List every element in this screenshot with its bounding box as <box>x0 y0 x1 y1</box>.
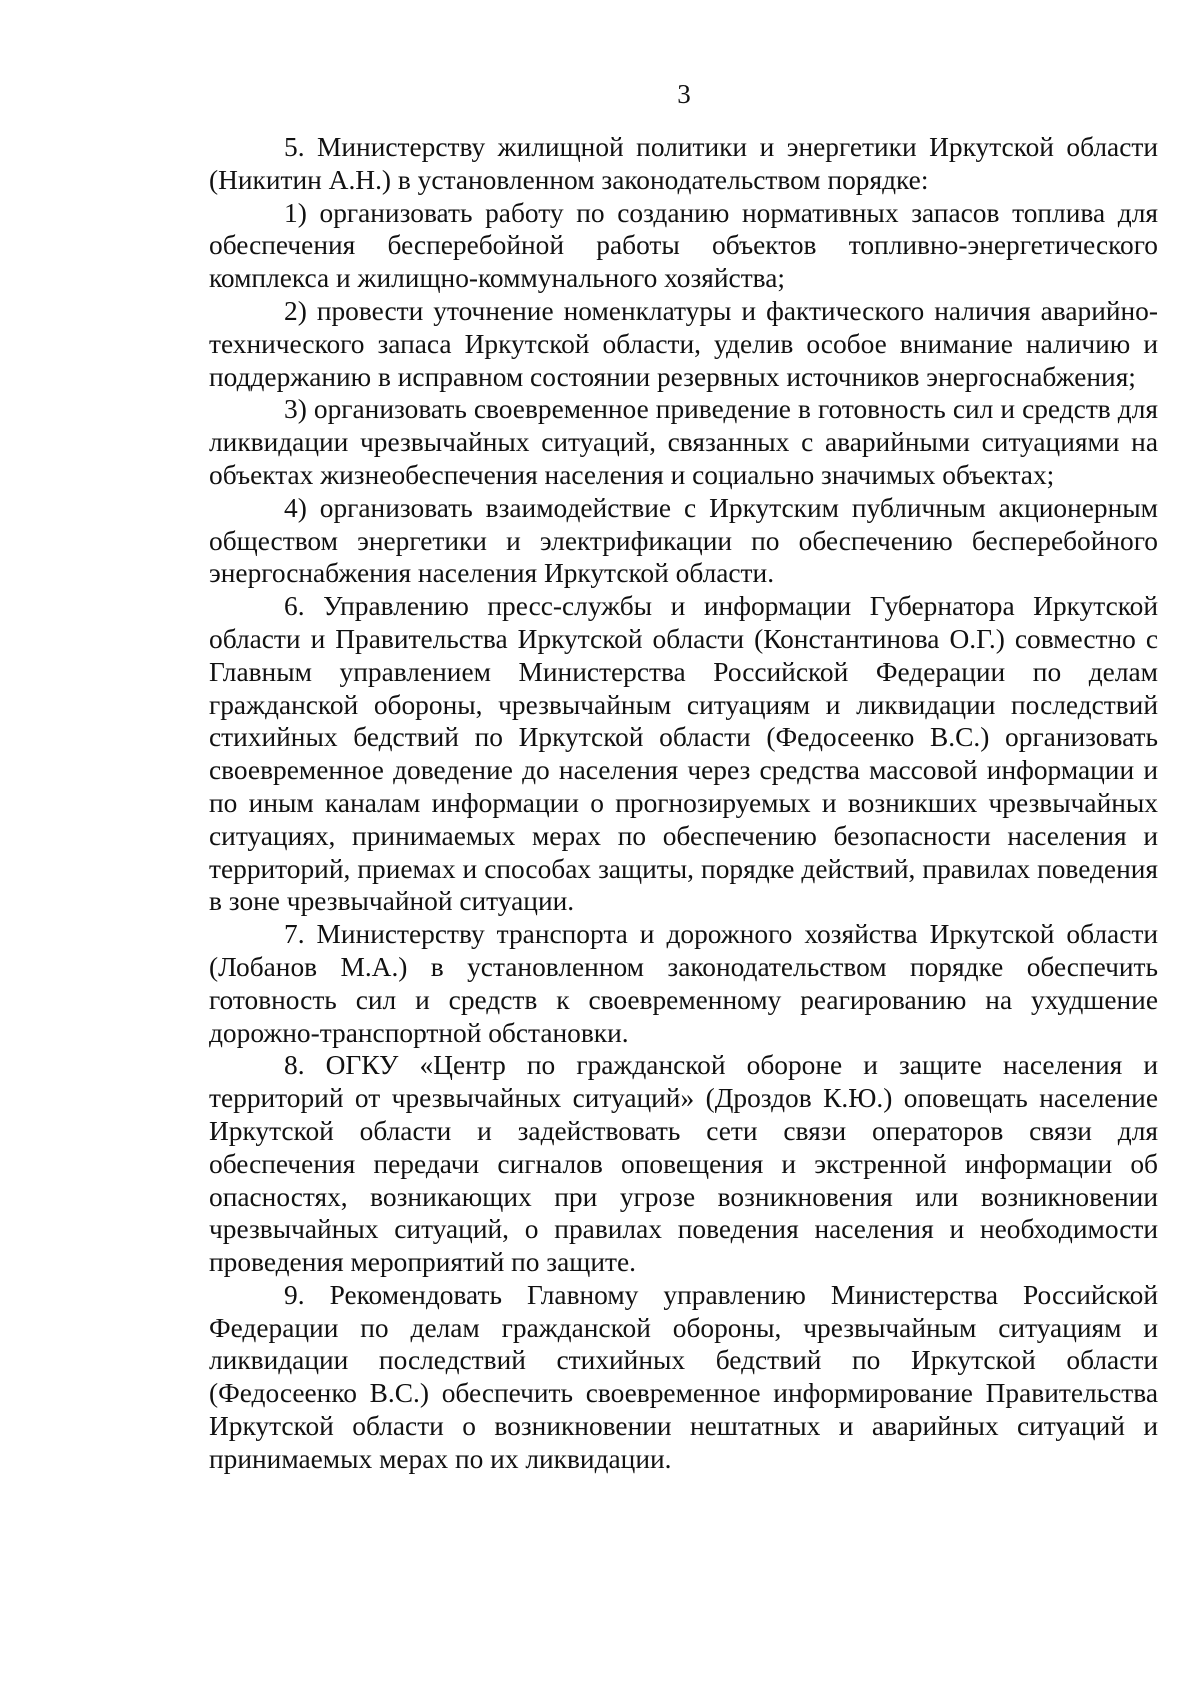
paragraph-item-7: 7. Министерству транспорта и дорожного хозяйства Иркутской области (Лобанов М.А.) в установленном законодательством порядке обеспечить готовность сил и средств к своевременному реагированию на ухудшение дорожно-транспортной обстановки. <box>209 919 1158 1048</box>
subparagraph-5-2: 2) провести уточнение номенклатуры и фактического наличия аварийно-технического запаса Иркутской области, уделив особое внимание наличию и поддержанию в исправном состоянии резервных источников энергоснабжения; <box>209 295 1158 392</box>
paragraph-item-9: 9. Рекомендовать Главному управлению Министерства Российской Федерации по делам гражданской обороны, чрезвычайным ситуациям и ликвидации последствий стихийных бедствий по Иркутской области (Федосеенко В.С.) обеспечить своевременное информирование Правительства Иркутской области о возникновении нештатных и аварийных ситуаций и принимаемых мерах по их ликвидации. <box>209 1279 1158 1474</box>
subparagraph-5-1: 1) организовать работу по созданию нормативных запасов топлива для обеспечения бесперебойной работы объектов топливно-энергетического комплекса и жилищно-коммунального хозяйства; <box>209 197 1158 294</box>
paragraph-item-8: 8. ОГКУ «Центр по гражданской обороне и защите населения и территорий от чрезвычайных ситуаций» (Дроздов К.Ю.) оповещать население Иркутской области и задействовать сети связи операторов связи для обеспечения передачи сигналов оповещения и экстренной информации об опасностях, возникающих при угрозе возникновения или возникновении чрезвычайных ситуаций, о правилах поведения населения и необходимости проведения мероприятий по защите. <box>209 1050 1158 1278</box>
paragraph-item-6: 6. Управлению пресс-службы и информации Губернатора Иркутской области и Правительства Иркутской области (Константинова О.Г.) совместно с Главным управлением Министерства Российской Федерации по делам гражданской обороны, чрезвычайным ситуациям и ликвидации последствий стихийных бедствий по Иркутской области (Федосеенко В.С.) организовать своевременное доведение до населения через средства массовой информации и по иным каналам информации о прогнозируемых и возникших чрезвычайных ситуациях, принимаемых мерах по обеспечению безопасности населения и территорий, приемах и способах защиты, порядке действий, правилах поведения в зоне чрезвычайной ситуации. <box>209 591 1158 917</box>
subparagraph-5-3: 3) организовать своевременное приведение в готовность сил и средств для ликвидации чрезвычайных ситуаций, связанных с аварийными ситуациями на объектах жизнеобеспечения населения и социально значимых объектах; <box>209 394 1158 490</box>
document-body <box>209 131 1158 1476</box>
subparagraph-5-4: 4) организовать взаимодействие с Иркутским публичным акционерным обществом энергетики и электрификации по обеспечению бесперебойного энергоснабжения населения Иркутской области. <box>209 492 1158 589</box>
page-number: 3 <box>677 79 691 109</box>
paragraph-item-5: 5. Министерству жилищной политики и энергетики Иркутской области (Никитин А.Н.) в установленном законодательством порядке: <box>209 132 1158 195</box>
